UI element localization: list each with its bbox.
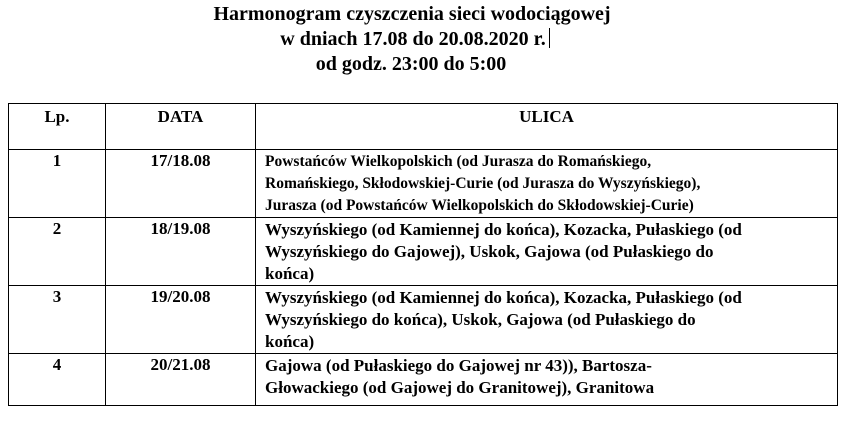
row-streets — [256, 218, 838, 286]
street-line: Jurasza (od Powstańców Wielkopolskich do Skłodowskiej-Curie) — [265, 197, 694, 214]
title-line-3: od godz. 23:00 do 5:00 — [315, 53, 507, 75]
row-streets — [256, 286, 838, 354]
table-header-row — [9, 104, 838, 150]
street-line: Wyszyńskiego do Gajowej), Uskok, Gajowa (od Pułaskiego do — [265, 242, 714, 261]
title-line-2-text: w dniach 17.08 do 20.08.2020 r. — [280, 28, 546, 50]
street-line: końca) — [265, 264, 315, 283]
street-line: Wyszyńskiego (od Kamiennej do końca), Kozacka, Pułaskiego (od — [265, 220, 742, 239]
table-row — [9, 354, 838, 406]
row-number: 3 — [9, 286, 106, 354]
row-date: 20/21.08 — [106, 354, 256, 406]
row-number: 2 — [9, 218, 106, 286]
row-date: 18/19.08 — [106, 218, 256, 286]
document-title — [0, 2, 848, 77]
table-row — [9, 150, 838, 218]
row-number: 4 — [9, 354, 106, 406]
schedule-table — [8, 103, 838, 406]
street-line: Wyszyńskiego (od Kamiennej do końca), Kozacka, Pułaskiego (od — [265, 288, 742, 307]
row-date: 19/20.08 — [106, 286, 256, 354]
row-streets — [256, 150, 838, 218]
header-date: DATA — [106, 104, 256, 150]
row-streets — [256, 354, 838, 406]
row-date: 17/18.08 — [106, 150, 256, 218]
text-cursor — [549, 28, 550, 48]
street-line: Romańskiego, Skłodowskiej-Curie (od Jurasza do Wyszyńskiego), — [265, 175, 701, 192]
street-line: Powstańców Wielkopolskich (od Jurasza do Romańskiego, — [265, 153, 652, 170]
street-line: Gajowa (od Pułaskiego do Gajowej nr 43)), Bartosza- — [265, 356, 652, 375]
table-row — [9, 286, 838, 354]
title-line-1: Harmonogram czyszczenia sieci wodociągowej — [213, 3, 611, 25]
street-line: końca) — [265, 332, 315, 351]
header-lp: Lp. — [9, 104, 106, 150]
street-line: Wyszyńskiego do końca), Uskok, Gajowa (od Pułaskiego do — [265, 310, 696, 329]
table-row — [9, 218, 838, 286]
header-street: ULICA — [256, 104, 838, 150]
title-line-2 — [0, 27, 848, 52]
row-number: 1 — [9, 150, 106, 218]
street-line: Głowackiego (od Gajowej do Granitowej), Granitowa — [265, 378, 655, 397]
